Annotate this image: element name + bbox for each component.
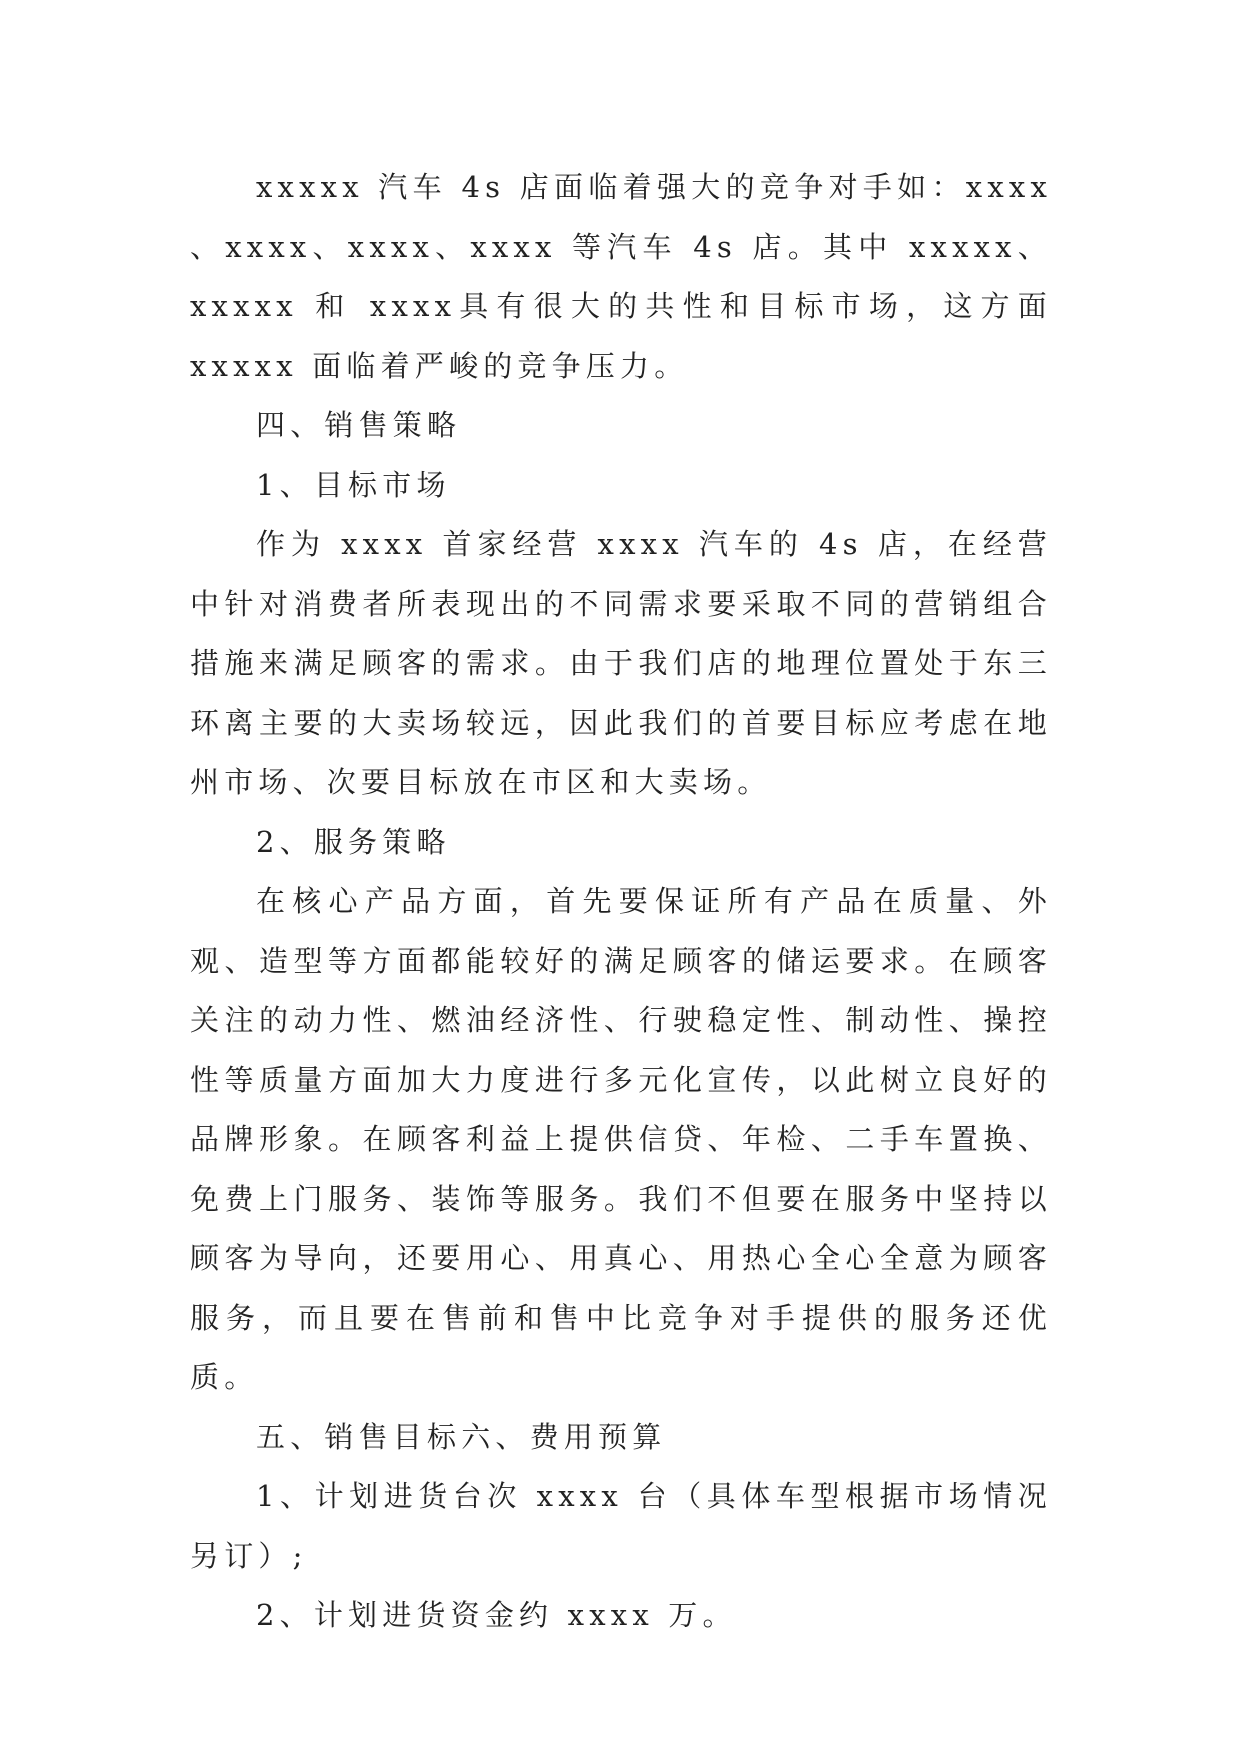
budget-item-2: 2、计划进货资金约 xxxx 万。 <box>256 1598 737 1632</box>
subheading-target-market: 1、目标市场 <box>256 467 451 502</box>
subheading-service-strategy: 2、服务策略 <box>256 824 451 859</box>
section-heading-sales-target-budget: 五、销售目标六、费用预算 <box>256 1419 667 1454</box>
budget-item-1: 1、计划进货台次 xxxx 台（具体车型根据市场情况另订）; <box>190 1479 1052 1573</box>
target-market-paragraph: 作为 xxxx 首家经营 xxxx 汽车的 4s 店，在经营中针对消费者所表现出的不同需求要采取不同的营销组合措施来满足顾客的需求。由于我们店的地理位置处于东三环离主要的大卖场较远，因此我们的首要目标应考虑在地州市场、次要目标放在市区和大卖场。 <box>190 527 1052 799</box>
service-strategy-paragraph: 在核心产品方面，首先要保证所有产品在质量、外观、造型等方面都能较好的满足顾客的储运要求。在顾客关注的动力性、燃油经济性、行驶稳定性、制动性、操控性等质量方面加大力度进行多元化宣传，以此树立良好的品牌形象。在顾客利益上提供信贷、年检、二手车置换、免费上门服务、装饰等服务。我们不但要在服务中坚持以顾客为导向，还要用心、用真心、用热心全心全意为顾客服务，而且要在售前和售中比竞争对手提供的服务还优质。 <box>190 884 1052 1394</box>
document-page <box>190 158 1052 1646</box>
section-heading-sales-strategy: 四、销售策略 <box>256 408 462 442</box>
competition-paragraph: xxxxx 汽车 4s 店面临着强大的竞争对手如：xxxx 、xxxx、xxxx、xxxx 等汽车 4s 店。其中 xxxxx、xxxxx 和 xxxx具有很大的共性和目标市场，这方面 xxxxx 面临着严峻的竞争压力。 <box>190 170 1052 383</box>
